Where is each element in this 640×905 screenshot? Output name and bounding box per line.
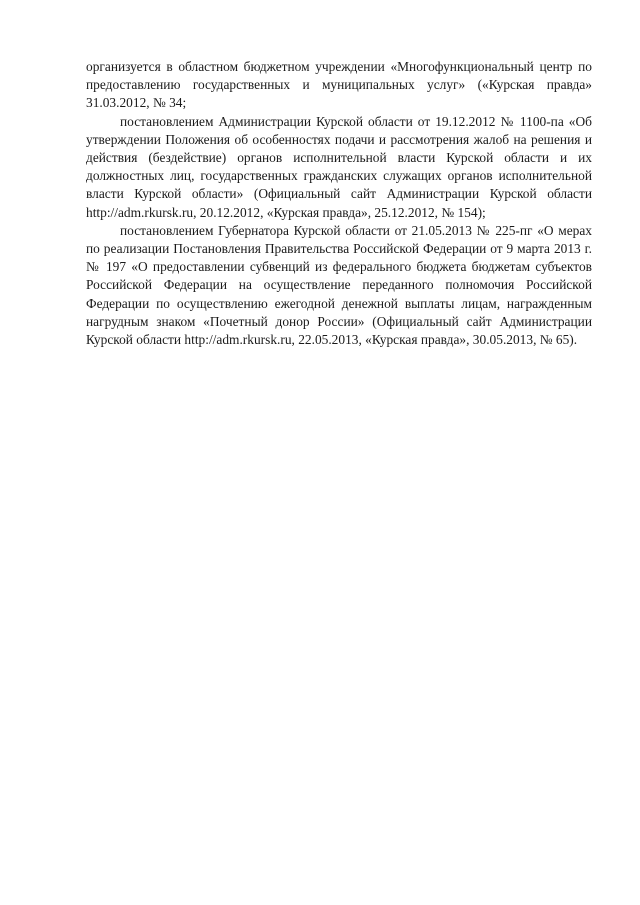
paragraph-resolution-administration: постановлением Администрации Курской области от 19.12.2012 № 1100-па «Об утверждении Положения об особенностях подачи и рассмотрения жалоб на решения и действия (бездействие) органов исполнительной власти Курской области и их должностных лиц, государственных гражданских служащих органов исполнительной власти Курской области» (Официальный сайт Администрации Курской области http://adm.rkursk.ru, 20.12.2012, «Курская правда», 25.12.2012, № 154); [86, 113, 592, 220]
paragraph-resolution-governor: постановлением Губернатора Курской области от 21.05.2013 № 225-пг «О мерах по реализации Постановления Правительства Российской Федерации от 9 марта 2013 г. № 197 «О предоставлении субвенций из федерального бюджета бюджетам субъектов Российской Федерации на осуществление переданного полномочия Российской Федерации по осуществлению ежегодной денежной выплаты лицам, награжденным нагрудным знаком «Почетный донор России» (Официальный сайт Администрации Курской области http://adm.rkursk.ru, 22.05.2013, «Курская правда», 30.05.2013, № 65). [86, 222, 592, 348]
paragraph-continuation: организуется в областном бюджетном учреждении «Многофункциональный центр по предоставлению государственных и муниципальных услуг» («Курская правда» 31.03.2012, № 34; [86, 59, 592, 111]
document-body [86, 58, 592, 349]
